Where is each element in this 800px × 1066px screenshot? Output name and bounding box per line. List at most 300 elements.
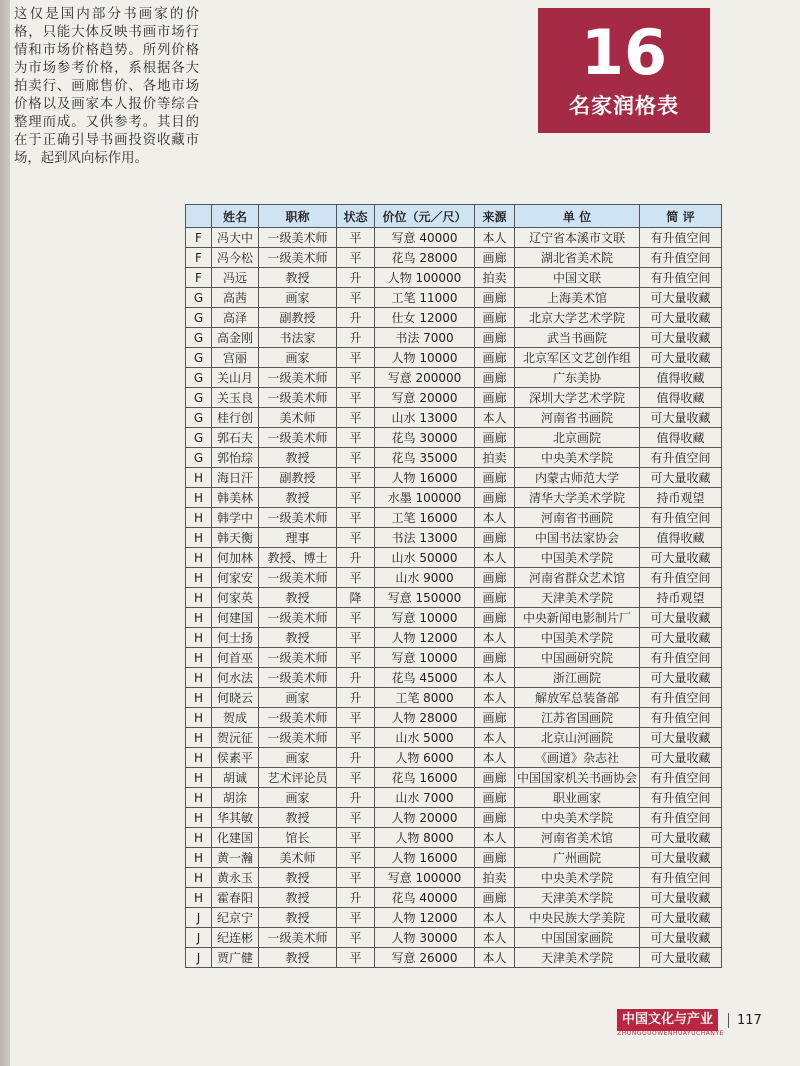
- cell-unit: 湖北省美术院: [515, 248, 640, 268]
- cell-status: 平: [337, 868, 375, 888]
- cell-source: 本人: [475, 948, 515, 968]
- cell-price: 花鸟 28000: [375, 248, 475, 268]
- cell-comment: 可大量收藏: [640, 328, 722, 348]
- cell-initial: H: [186, 788, 212, 808]
- header-name: 姓名: [212, 205, 259, 228]
- cell-title: 一级美术师: [259, 368, 337, 388]
- cell-unit: 河南省美术馆: [515, 828, 640, 848]
- cell-status: 升: [337, 328, 375, 348]
- cell-initial: J: [186, 948, 212, 968]
- table-row: [186, 768, 722, 788]
- cell-comment: 可大量收藏: [640, 888, 722, 908]
- cell-source: 画廊: [475, 848, 515, 868]
- table-row: [186, 368, 722, 388]
- cell-name: 纪连彬: [212, 928, 259, 948]
- cell-comment: 可大量收藏: [640, 308, 722, 328]
- table-row: [186, 648, 722, 668]
- cell-status: 平: [337, 388, 375, 408]
- table-row: [186, 388, 722, 408]
- cell-title: 一级美术师: [259, 608, 337, 628]
- cell-status: 平: [337, 928, 375, 948]
- cell-unit: 广东美协: [515, 368, 640, 388]
- cell-status: 平: [337, 528, 375, 548]
- cell-status: 平: [337, 648, 375, 668]
- cell-status: 平: [337, 228, 375, 248]
- cell-initial: H: [186, 608, 212, 628]
- cell-initial: G: [186, 448, 212, 468]
- cell-comment: 有升值空间: [640, 688, 722, 708]
- cell-title: 教授: [259, 888, 337, 908]
- cell-source: 画廊: [475, 568, 515, 588]
- cell-name: 何首巫: [212, 648, 259, 668]
- table-row: [186, 628, 722, 648]
- cell-source: 画廊: [475, 888, 515, 908]
- cell-source: 画廊: [475, 248, 515, 268]
- cell-initial: F: [186, 268, 212, 288]
- cell-unit: 中国文联: [515, 268, 640, 288]
- cell-initial: H: [186, 688, 212, 708]
- cell-status: 平: [337, 408, 375, 428]
- cell-status: 平: [337, 248, 375, 268]
- cell-price: 人物 12000: [375, 628, 475, 648]
- cell-comment: 可大量收藏: [640, 288, 722, 308]
- cell-name: 化建国: [212, 828, 259, 848]
- cell-name: 贾广健: [212, 948, 259, 968]
- cell-title: 教授: [259, 868, 337, 888]
- section-number: 16: [580, 16, 668, 89]
- cell-name: 韩学中: [212, 508, 259, 528]
- cell-initial: H: [186, 888, 212, 908]
- table-row: [186, 448, 722, 468]
- cell-unit: 中国书法家协会: [515, 528, 640, 548]
- cell-unit: 中国国家机关书画协会: [515, 768, 640, 788]
- table-row: [186, 928, 722, 948]
- cell-comment: 值得收藏: [640, 368, 722, 388]
- cell-name: 何家英: [212, 588, 259, 608]
- cell-price: 山水 13000: [375, 408, 475, 428]
- cell-initial: H: [186, 568, 212, 588]
- cell-comment: 可大量收藏: [640, 628, 722, 648]
- cell-title: 画家: [259, 788, 337, 808]
- cell-initial: H: [186, 468, 212, 488]
- header-title: 职称: [259, 205, 337, 228]
- table-row: [186, 228, 722, 248]
- page-number: 117: [728, 1013, 762, 1028]
- cell-title: 一级美术师: [259, 508, 337, 528]
- cell-comment: 有升值空间: [640, 228, 722, 248]
- cell-name: 韩美林: [212, 488, 259, 508]
- cell-title: 教授: [259, 908, 337, 928]
- cell-comment: 可大量收藏: [640, 468, 722, 488]
- cell-name: 高泽: [212, 308, 259, 328]
- cell-name: 贺成: [212, 708, 259, 728]
- table-row: [186, 428, 722, 448]
- cell-unit: 浙江画院: [515, 668, 640, 688]
- cell-title: 一级美术师: [259, 708, 337, 728]
- cell-name: 韩天衡: [212, 528, 259, 548]
- section-badge: [538, 8, 710, 133]
- cell-status: 平: [337, 568, 375, 588]
- cell-comment: 有升值空间: [640, 448, 722, 468]
- cell-status: 平: [337, 348, 375, 368]
- cell-source: 本人: [475, 408, 515, 428]
- cell-name: 郭石夫: [212, 428, 259, 448]
- cell-comment: 有升值空间: [640, 808, 722, 828]
- cell-price: 人物 30000: [375, 928, 475, 948]
- cell-initial: H: [186, 868, 212, 888]
- cell-comment: 可大量收藏: [640, 548, 722, 568]
- cell-status: 平: [337, 728, 375, 748]
- cell-source: 本人: [475, 688, 515, 708]
- cell-price: 书法 13000: [375, 528, 475, 548]
- cell-source: 画廊: [475, 608, 515, 628]
- cell-title: 画家: [259, 688, 337, 708]
- cell-title: 美术师: [259, 408, 337, 428]
- cell-unit: 北京山河画院: [515, 728, 640, 748]
- cell-source: 画廊: [475, 528, 515, 548]
- table-row: [186, 848, 722, 868]
- table-row: [186, 248, 722, 268]
- cell-comment: 可大量收藏: [640, 908, 722, 928]
- cell-unit: 河南省书画院: [515, 408, 640, 428]
- cell-title: 教授: [259, 268, 337, 288]
- cell-source: 本人: [475, 928, 515, 948]
- table-row: [186, 608, 722, 628]
- cell-unit: 职业画家: [515, 788, 640, 808]
- cell-name: 何家安: [212, 568, 259, 588]
- cell-initial: J: [186, 908, 212, 928]
- cell-initial: H: [186, 808, 212, 828]
- cell-name: 何建国: [212, 608, 259, 628]
- cell-price: 仕女 12000: [375, 308, 475, 328]
- cell-title: 教授: [259, 588, 337, 608]
- cell-price: 人物 6000: [375, 748, 475, 768]
- cell-status: 升: [337, 268, 375, 288]
- cell-price: 人物 12000: [375, 908, 475, 928]
- cell-initial: H: [186, 828, 212, 848]
- cell-unit: 上海美术馆: [515, 288, 640, 308]
- cell-source: 画廊: [475, 648, 515, 668]
- cell-status: 平: [337, 908, 375, 928]
- table-row: [186, 668, 722, 688]
- cell-source: 拍卖: [475, 448, 515, 468]
- cell-source: 本人: [475, 228, 515, 248]
- cell-initial: J: [186, 928, 212, 948]
- price-table: [185, 204, 722, 968]
- intro-paragraph: 这仅是国内部分书画家的价格，只能大体反映书画市场行情和市场价格趋势。所列价格为市场参考价格，系根据各大拍卖行、画廊售价、各地市场价格以及画家本人报价等综合整理而成。又供参考。其目的在于正确引导书画投资收藏市场，起到风向标作用。: [14, 7, 199, 166]
- cell-source: 画廊: [475, 808, 515, 828]
- cell-price: 山水 5000: [375, 728, 475, 748]
- cell-title: 馆长: [259, 828, 337, 848]
- cell-price: 书法 7000: [375, 328, 475, 348]
- cell-initial: H: [186, 588, 212, 608]
- cell-comment: 有升值空间: [640, 708, 722, 728]
- cell-title: 一级美术师: [259, 228, 337, 248]
- cell-source: 画廊: [475, 468, 515, 488]
- cell-comment: 持币观望: [640, 488, 722, 508]
- cell-source: 画廊: [475, 308, 515, 328]
- cell-title: 一级美术师: [259, 568, 337, 588]
- cell-source: 画廊: [475, 428, 515, 448]
- cell-unit: 辽宁省本溪市文联: [515, 228, 640, 248]
- cell-comment: 可大量收藏: [640, 948, 722, 968]
- cell-unit: 广州画院: [515, 848, 640, 868]
- cell-comment: 可大量收藏: [640, 348, 722, 368]
- table-row: [186, 488, 722, 508]
- cell-comment: 可大量收藏: [640, 828, 722, 848]
- cell-title: 画家: [259, 288, 337, 308]
- table-row: [186, 888, 722, 908]
- cell-name: 海日汗: [212, 468, 259, 488]
- cell-title: 一级美术师: [259, 248, 337, 268]
- cell-unit: 中央美术学院: [515, 448, 640, 468]
- cell-price: 花鸟 35000: [375, 448, 475, 468]
- cell-price: 写意 10000: [375, 648, 475, 668]
- cell-status: 平: [337, 628, 375, 648]
- cell-unit: 中央美术学院: [515, 868, 640, 888]
- cell-source: 画廊: [475, 368, 515, 388]
- cell-price: 花鸟 40000: [375, 888, 475, 908]
- cell-comment: 值得收藏: [640, 388, 722, 408]
- cell-unit: 天津美术学院: [515, 948, 640, 968]
- table-row: [186, 408, 722, 428]
- cell-status: 平: [337, 848, 375, 868]
- cell-initial: H: [186, 668, 212, 688]
- cell-comment: 可大量收藏: [640, 848, 722, 868]
- cell-initial: F: [186, 248, 212, 268]
- cell-name: 纪京宁: [212, 908, 259, 928]
- cell-source: 画廊: [475, 348, 515, 368]
- cell-status: 升: [337, 748, 375, 768]
- cell-initial: G: [186, 428, 212, 448]
- cell-status: 平: [337, 608, 375, 628]
- cell-status: 平: [337, 368, 375, 388]
- footer: [617, 1008, 762, 1037]
- cell-source: 画廊: [475, 388, 515, 408]
- cell-unit: 《画道》杂志社: [515, 748, 640, 768]
- cell-price: 人物 100000: [375, 268, 475, 288]
- cell-initial: G: [186, 348, 212, 368]
- table-row: [186, 268, 722, 288]
- header-source: 来源: [475, 205, 515, 228]
- table-row: [186, 908, 722, 928]
- cell-price: 写意 150000: [375, 588, 475, 608]
- table-row: [186, 528, 722, 548]
- cell-status: 升: [337, 888, 375, 908]
- cell-price: 人物 16000: [375, 468, 475, 488]
- cell-unit: 中央美术学院: [515, 808, 640, 828]
- cell-status: 升: [337, 308, 375, 328]
- cell-unit: 中国美术学院: [515, 628, 640, 648]
- cell-title: 教授、博士: [259, 548, 337, 568]
- cell-title: 副教授: [259, 308, 337, 328]
- table-row: [186, 788, 722, 808]
- cell-title: 画家: [259, 748, 337, 768]
- cell-initial: H: [186, 708, 212, 728]
- cell-source: 画廊: [475, 328, 515, 348]
- cell-unit: 武当书画院: [515, 328, 640, 348]
- cell-initial: G: [186, 408, 212, 428]
- cell-source: 本人: [475, 668, 515, 688]
- cell-price: 人物 8000: [375, 828, 475, 848]
- cell-price: 工笔 8000: [375, 688, 475, 708]
- header-unit: 单 位: [515, 205, 640, 228]
- cell-status: 升: [337, 788, 375, 808]
- cell-price: 花鸟 16000: [375, 768, 475, 788]
- cell-unit: 中国画研究院: [515, 648, 640, 668]
- cell-title: 教授: [259, 808, 337, 828]
- cell-unit: 北京大学艺术学院: [515, 308, 640, 328]
- cell-price: 人物 20000: [375, 808, 475, 828]
- cell-name: 宫丽: [212, 348, 259, 368]
- cell-source: 本人: [475, 508, 515, 528]
- cell-source: 画廊: [475, 488, 515, 508]
- cell-status: 升: [337, 668, 375, 688]
- cell-price: 花鸟 45000: [375, 668, 475, 688]
- cell-status: 平: [337, 808, 375, 828]
- cell-name: 何水法: [212, 668, 259, 688]
- table-row: [186, 568, 722, 588]
- cell-unit: 中央新闻电影制片厂: [515, 608, 640, 628]
- cell-price: 山水 50000: [375, 548, 475, 568]
- cell-title: 一级美术师: [259, 668, 337, 688]
- cell-title: 副教授: [259, 468, 337, 488]
- cell-name: 高茜: [212, 288, 259, 308]
- cell-comment: 有升值空间: [640, 248, 722, 268]
- table-row: [186, 748, 722, 768]
- table-row: [186, 808, 722, 828]
- cell-title: 教授: [259, 448, 337, 468]
- cell-title: 美术师: [259, 848, 337, 868]
- cell-name: 桂行创: [212, 408, 259, 428]
- cell-price: 山水 9000: [375, 568, 475, 588]
- magazine-pinyin: ZHONGGUOWENHUAYUCHANYE: [617, 1030, 724, 1037]
- cell-status: 平: [337, 288, 375, 308]
- cell-price: 写意 100000: [375, 868, 475, 888]
- cell-status: 降: [337, 588, 375, 608]
- cell-source: 本人: [475, 728, 515, 748]
- cell-comment: 可大量收藏: [640, 608, 722, 628]
- cell-name: 冯今松: [212, 248, 259, 268]
- cell-name: 郭怡琮: [212, 448, 259, 468]
- cell-title: 教授: [259, 628, 337, 648]
- cell-price: 写意 200000: [375, 368, 475, 388]
- cell-status: 平: [337, 708, 375, 728]
- cell-title: 一级美术师: [259, 388, 337, 408]
- cell-initial: G: [186, 288, 212, 308]
- cell-source: 拍卖: [475, 868, 515, 888]
- cell-status: 平: [337, 488, 375, 508]
- cell-comment: 有升值空间: [640, 268, 722, 288]
- cell-initial: G: [186, 308, 212, 328]
- cell-unit: 北京军区文艺创作组: [515, 348, 640, 368]
- cell-name: 何晓云: [212, 688, 259, 708]
- header-comment: 简 评: [640, 205, 722, 228]
- cell-name: 华其敏: [212, 808, 259, 828]
- cell-comment: 值得收藏: [640, 528, 722, 548]
- cell-status: 平: [337, 468, 375, 488]
- cell-name: 关玉良: [212, 388, 259, 408]
- cell-title: 书法家: [259, 328, 337, 348]
- cell-source: 本人: [475, 908, 515, 928]
- table-body: [186, 228, 722, 968]
- cell-title: 画家: [259, 348, 337, 368]
- cell-source: 画廊: [475, 588, 515, 608]
- cell-unit: 天津美术学院: [515, 588, 640, 608]
- cell-price: 工笔 16000: [375, 508, 475, 528]
- cell-price: 水墨 100000: [375, 488, 475, 508]
- cell-unit: 江苏省国画院: [515, 708, 640, 728]
- cell-title: 一级美术师: [259, 648, 337, 668]
- cell-initial: H: [186, 768, 212, 788]
- cell-initial: F: [186, 228, 212, 248]
- cell-initial: G: [186, 388, 212, 408]
- cell-unit: 清华大学美术学院: [515, 488, 640, 508]
- cell-initial: H: [186, 628, 212, 648]
- cell-price: 写意 40000: [375, 228, 475, 248]
- table-row: [186, 728, 722, 748]
- cell-name: 侯素平: [212, 748, 259, 768]
- section-title: 名家润格表: [569, 94, 679, 118]
- cell-initial: H: [186, 508, 212, 528]
- cell-status: 平: [337, 508, 375, 528]
- cell-unit: 河南省群众艺术馆: [515, 568, 640, 588]
- cell-status: 平: [337, 768, 375, 788]
- cell-name: 黄一瀚: [212, 848, 259, 868]
- cell-initial: H: [186, 728, 212, 748]
- cell-initial: H: [186, 748, 212, 768]
- cell-comment: 有升值空间: [640, 868, 722, 888]
- table-row: [186, 468, 722, 488]
- cell-unit: 中国美术学院: [515, 548, 640, 568]
- table-row: [186, 588, 722, 608]
- cell-unit: 解放军总装备部: [515, 688, 640, 708]
- header-status: 状态: [337, 205, 375, 228]
- cell-initial: H: [186, 848, 212, 868]
- cell-title: 艺术评论员: [259, 768, 337, 788]
- cell-comment: 有升值空间: [640, 568, 722, 588]
- cell-status: 平: [337, 948, 375, 968]
- cell-title: 教授: [259, 948, 337, 968]
- table-row: [186, 348, 722, 368]
- table-row: [186, 948, 722, 968]
- cell-price: 人物 16000: [375, 848, 475, 868]
- cell-comment: 可大量收藏: [640, 728, 722, 748]
- cell-initial: H: [186, 528, 212, 548]
- cell-name: 冯远: [212, 268, 259, 288]
- cell-unit: 河南省书画院: [515, 508, 640, 528]
- cell-comment: 可大量收藏: [640, 748, 722, 768]
- cell-source: 本人: [475, 628, 515, 648]
- cell-name: 黄永玉: [212, 868, 259, 888]
- cell-source: 拍卖: [475, 268, 515, 288]
- table-row: [186, 308, 722, 328]
- cell-price: 人物 28000: [375, 708, 475, 728]
- cell-name: 冯大中: [212, 228, 259, 248]
- cell-status: 平: [337, 448, 375, 468]
- cell-initial: H: [186, 488, 212, 508]
- cell-initial: G: [186, 368, 212, 388]
- cell-source: 本人: [475, 748, 515, 768]
- cell-name: 高金刚: [212, 328, 259, 348]
- cell-source: 本人: [475, 828, 515, 848]
- cell-title: 教授: [259, 488, 337, 508]
- cell-comment: 有升值空间: [640, 788, 722, 808]
- cell-unit: 中央民族大学美院: [515, 908, 640, 928]
- cell-unit: 北京画院: [515, 428, 640, 448]
- cell-name: 霍春阳: [212, 888, 259, 908]
- cell-status: 平: [337, 828, 375, 848]
